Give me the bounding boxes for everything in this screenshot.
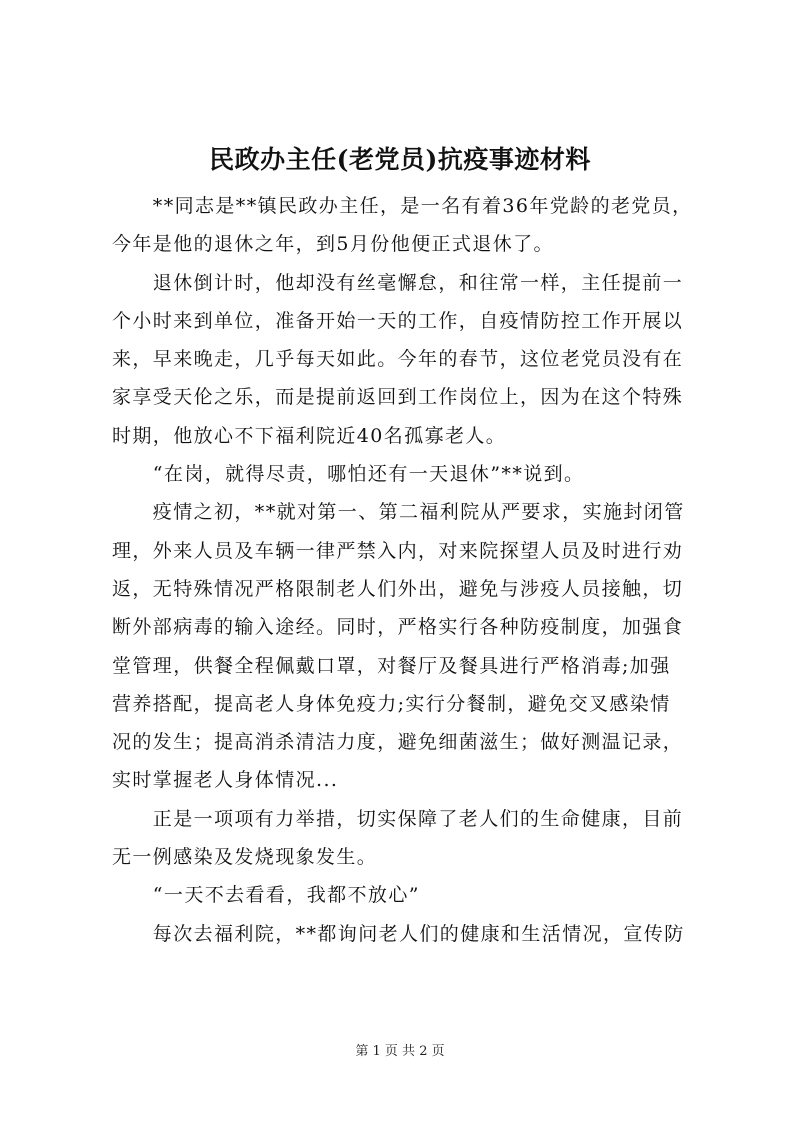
body-line: 营养搭配，提高老人身体免疫力;实行分餐制，避免交叉感染情 xyxy=(112,692,671,715)
page-footer xyxy=(0,1042,800,1062)
body-line: 断外部病毒的输入途经。同时，严格实行各种防疫制度，加强食 xyxy=(112,616,684,639)
body-line: 疫情之初，**就对第一、第二福利院从严要求，实施封闭管 xyxy=(112,501,685,524)
body-line: 退休倒计时，他却没有丝毫懈怠，和往常一样，主任提前一 xyxy=(112,271,684,294)
body-line: 今年是他的退休之年，到5月份他便正式退休了。 xyxy=(112,233,554,256)
body-line: 况的发生；提高消杀清洁力度，避免细菌滋生；做好测温记录， xyxy=(112,731,684,754)
body-line: 理，外来人员及车辆一律严禁入内，对来院探望人员及时进行劝 xyxy=(112,539,684,562)
body-line: 正是一项项有力举措，切实保障了老人们的生命健康，目前 xyxy=(112,807,684,830)
body-line: 个小时来到单位，准备开始一天的工作，自疫情防控工作开展以 xyxy=(112,309,684,332)
body-line: 无一例感染及发烧现象发生。 xyxy=(112,846,378,869)
document-title: 民政办主任(老党员)抗疫事迹材料 xyxy=(209,145,591,174)
body-line: 每次去福利院，**都询问老人们的健康和生活情况，宣传防 xyxy=(112,922,685,945)
body-line: 堂管理，供餐全程佩戴口罩，对餐厅及餐具进行严格消毒;加强 xyxy=(112,654,671,677)
body-line: 返，无特殊情况严格限制老人们外出，避免与涉疫人员接触，切 xyxy=(112,577,684,600)
body-line: “在岗，就得尽责，哪怕还有一天退休”**说到。 xyxy=(112,463,585,486)
body-line: 家享受天伦之乐，而是提前返回到工作岗位上，因为在这个特殊 xyxy=(112,386,684,409)
body-line: “一天不去看看，我都不放心” xyxy=(112,884,420,907)
page-number: 第 1 页 共 2 页 xyxy=(355,1044,445,1059)
body-line: 时期，他放心不下福利院近40名孤寡老人。 xyxy=(112,424,507,447)
body-line: 来，早来晚走，几乎每天如此。今年的春节，这位老党员没有在 xyxy=(112,348,684,371)
body-line: **同志是**镇民政办主任，是一名有着36年党龄的老党员， xyxy=(112,195,693,217)
body-line: 实时掌握老人身体情况... xyxy=(112,769,339,792)
document-body xyxy=(112,187,718,953)
